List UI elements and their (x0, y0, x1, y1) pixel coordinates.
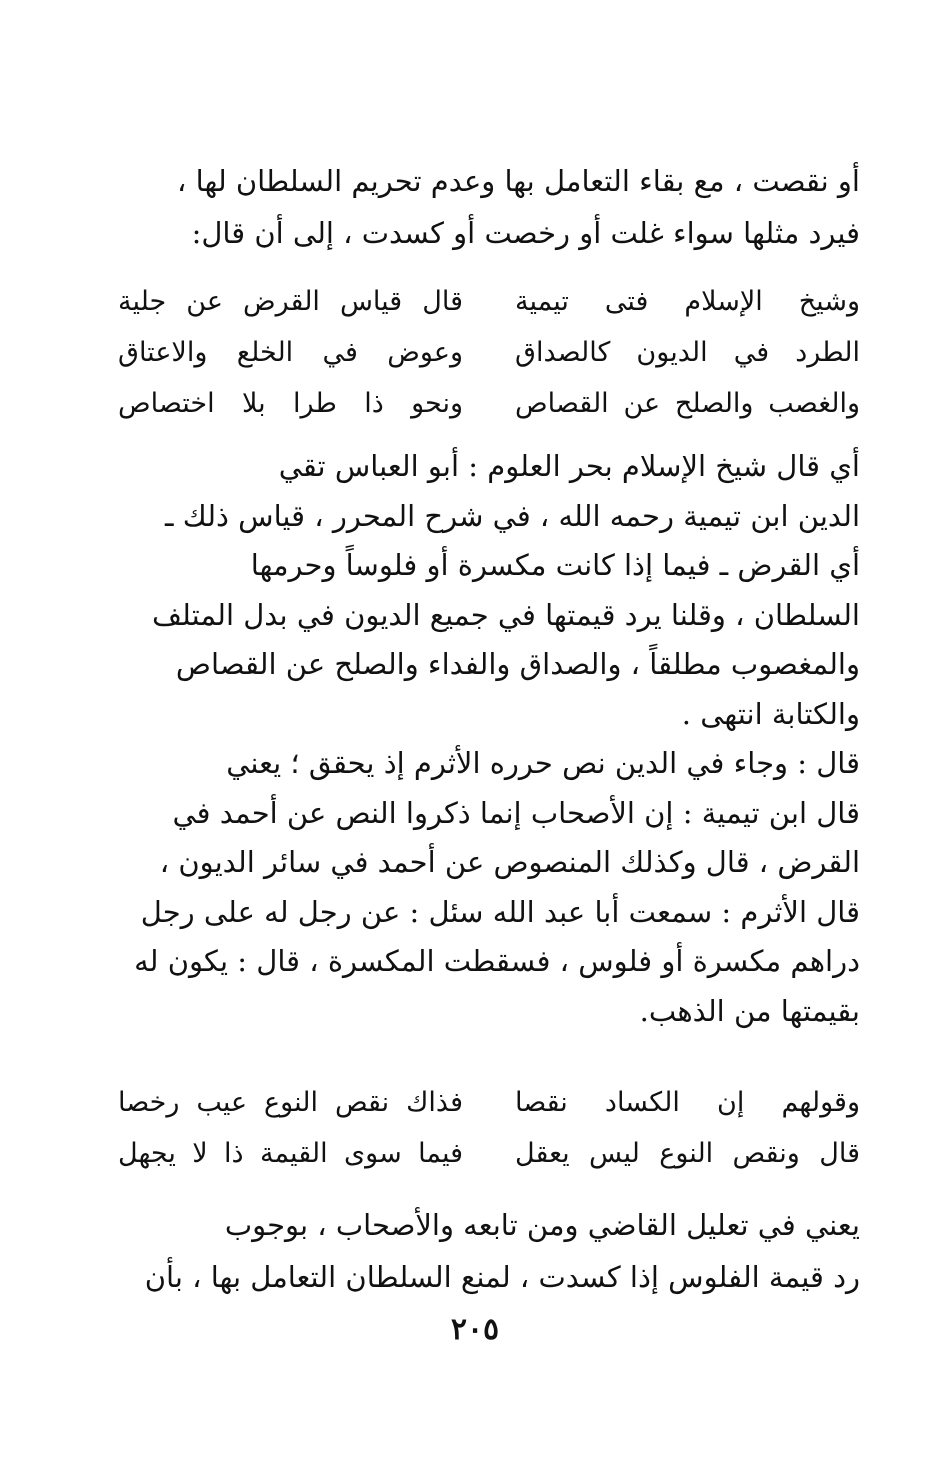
verse-first-hemistich: الطرد في الديون كالصداق (515, 337, 860, 368)
verse-second-hemistich: قال قياس القرض عن جلية (118, 286, 463, 317)
verse-first-hemistich: وشيخ الإسلام فتى تيمية (515, 286, 860, 317)
text-line: فيرد مثلها سواء غلت أو رخصت أو كسدت ، إلى أن قال: (191, 216, 860, 250)
text-line: والمغصوب مطلقاً ، والصداق والفداء والصلح عن القصاص (175, 647, 860, 681)
verse-second-hemistich: فذاك نقص النوع عيب رخصا (118, 1087, 463, 1118)
paragraph-1 (118, 155, 860, 259)
verse-second-hemistich: ونحو ذا طرا بلا اختصاص (118, 388, 463, 419)
verse-first-hemistich: وقولهم إن الكساد نقصا (515, 1087, 860, 1118)
verse-row (118, 378, 860, 429)
verse-row (118, 276, 860, 327)
text-line: رد قيمة الفلوس إذا كسدت ، لمنع السلطان التعامل بها ، بأن (144, 1260, 860, 1294)
text-line: قال الأثرم : سمعت أبا عبد الله سئل : عن رجل له على رجل (140, 894, 860, 929)
verse-second-hemistich: فيما سوى القيمة ذا لا يجهل (118, 1138, 463, 1169)
text-line: القرض ، قال وكذلك المنصوص عن أحمد في سائر الديون ، (159, 845, 860, 879)
text-line: بقيمتها من الذهب. (639, 993, 860, 1028)
verse-row (118, 1077, 860, 1128)
verse-first-hemistich: قال ونقص النوع ليس يعقل (515, 1138, 860, 1169)
text-line: أو نقصت ، مع بقاء التعامل بها وعدم تحريم السلطان لها ، (177, 164, 860, 198)
verse-row (118, 327, 860, 378)
verse-row (118, 1128, 860, 1179)
text-line: السلطان ، وقلنا يرد قيمتها في جميع الديون في بدل المتلف (151, 597, 860, 632)
verse-second-hemistich: وعوض في الخلع والاعتاق (118, 337, 463, 368)
paragraph-2 (118, 442, 860, 739)
text-line: قال ابن تيمية : إن الأصحاب إنما ذكروا النص عن أحمد في (172, 795, 860, 830)
text-line: الدين ابن تيمية رحمه الله ، في شرح المحرر ، قياس ذلك ـ (165, 498, 860, 533)
text-line: دراهم مكسرة أو فلوس ، فسقطت المكسرة ، قال : يكون له (134, 944, 860, 978)
paragraph-4 (118, 1199, 860, 1303)
text-line: قال : وجاء في الدين نص حرره الأثرم إذ يحقق ؛ يعني (226, 746, 860, 780)
paragraph-3 (118, 739, 860, 1036)
text-line: والكتابة انتهى . (681, 696, 860, 731)
text-line: أي القرض ـ فيما إذا كانت مكسرة أو فلوساً وحرمها (250, 548, 860, 582)
poem-verses-2 (118, 1077, 860, 1179)
text-line: يعني في تعليل القاضي ومن تابعه والأصحاب ، بوجوب (224, 1208, 860, 1242)
poem-verses-1 (118, 276, 860, 429)
text-line: أي قال شيخ الإسلام بحر العلوم : أبو العباس تقي (278, 449, 860, 483)
page-number: ٢٠٥ (450, 1312, 500, 1347)
verse-first-hemistich: والغصب والصلح عن القصاص (515, 388, 860, 419)
